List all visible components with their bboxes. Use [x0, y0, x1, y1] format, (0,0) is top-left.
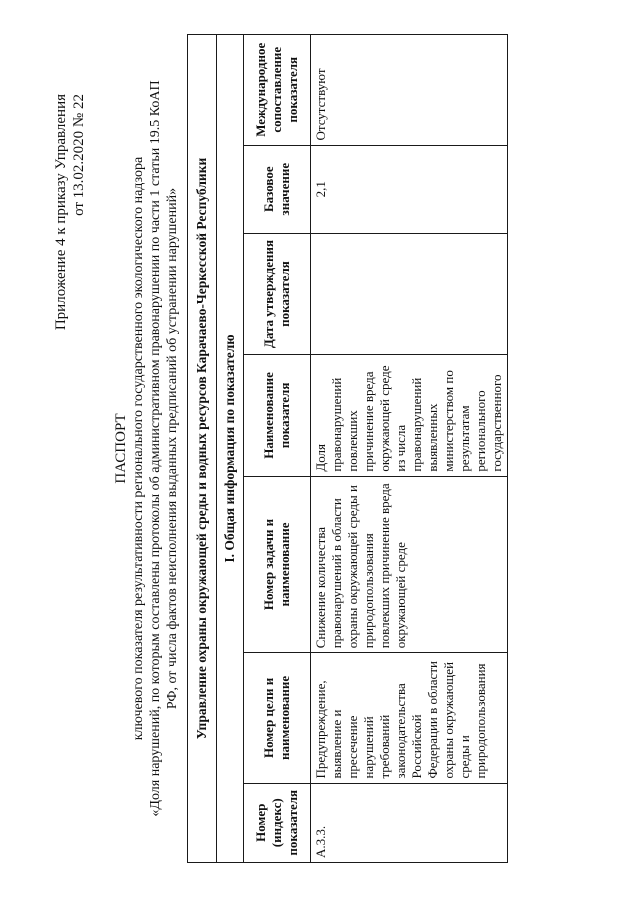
- table-row: [311, 35, 508, 863]
- header-name: Наименование показателя: [244, 355, 311, 476]
- passport-subtitle-line-2: «Доля нарушений, по которым составлены протоколы об административном правонарушении по части 1 статьи 19.5 КоАП: [148, 80, 163, 817]
- cell-goal: Предупреждение, выявление и пресечение нарушений требований законодательства Российской Федерации в области охраны окружающей среды и природопользования: [311, 653, 508, 783]
- section-title: I. Общая информация по показателю: [217, 35, 244, 863]
- cell-index: А.3.3.: [311, 783, 508, 862]
- section-row: [217, 35, 244, 863]
- appendix-line-1: Приложение 4 к приказу Управления: [53, 94, 69, 331]
- passport-title: ПАСПОРТ: [113, 413, 129, 484]
- passport-table: [187, 34, 508, 863]
- passport-subtitle-line-3: РФ, от числа фактов неисполнения выданных предписаний об устранении нарушений»: [165, 187, 180, 710]
- appendix-block: [52, 94, 88, 863]
- cell-date: [311, 233, 508, 354]
- department-row: [188, 35, 217, 863]
- passport-subtitle: [130, 34, 181, 863]
- table-header-row: [244, 35, 311, 863]
- passport-subtitle-line-1: ключевого показателя результативности регионального государственного экологического надзора: [131, 156, 146, 741]
- cell-intl: Отсутствуют: [311, 35, 508, 146]
- department-name: Управление охраны окружающей среды и водных ресурсов Карачаево-Черкесской Республики: [188, 35, 217, 863]
- header-base: Базовое значение: [244, 145, 311, 233]
- header-goal: Номер цели и наименование: [244, 653, 311, 783]
- appendix-line-2: от 13.02.2020 № 22: [71, 94, 87, 216]
- cell-base: 2,1: [311, 145, 508, 233]
- cell-name: Доля правонарушений повлекших причинение вреда окружающей среде из числа правонарушений выявленных министерством по результатам регионального государственного: [311, 355, 508, 476]
- header-index: Номер (индекс) показателя: [244, 783, 311, 862]
- cell-task: Снижение количества правонарушений в области охраны окружающей среды и природопользования повлекших причинение вреда окружающей среде: [311, 476, 508, 653]
- header-date: Дата утверждения показателя: [244, 233, 311, 354]
- header-task: Номер задачи и наименование: [244, 476, 311, 653]
- header-intl: Международное сопоставление показателя: [244, 35, 311, 146]
